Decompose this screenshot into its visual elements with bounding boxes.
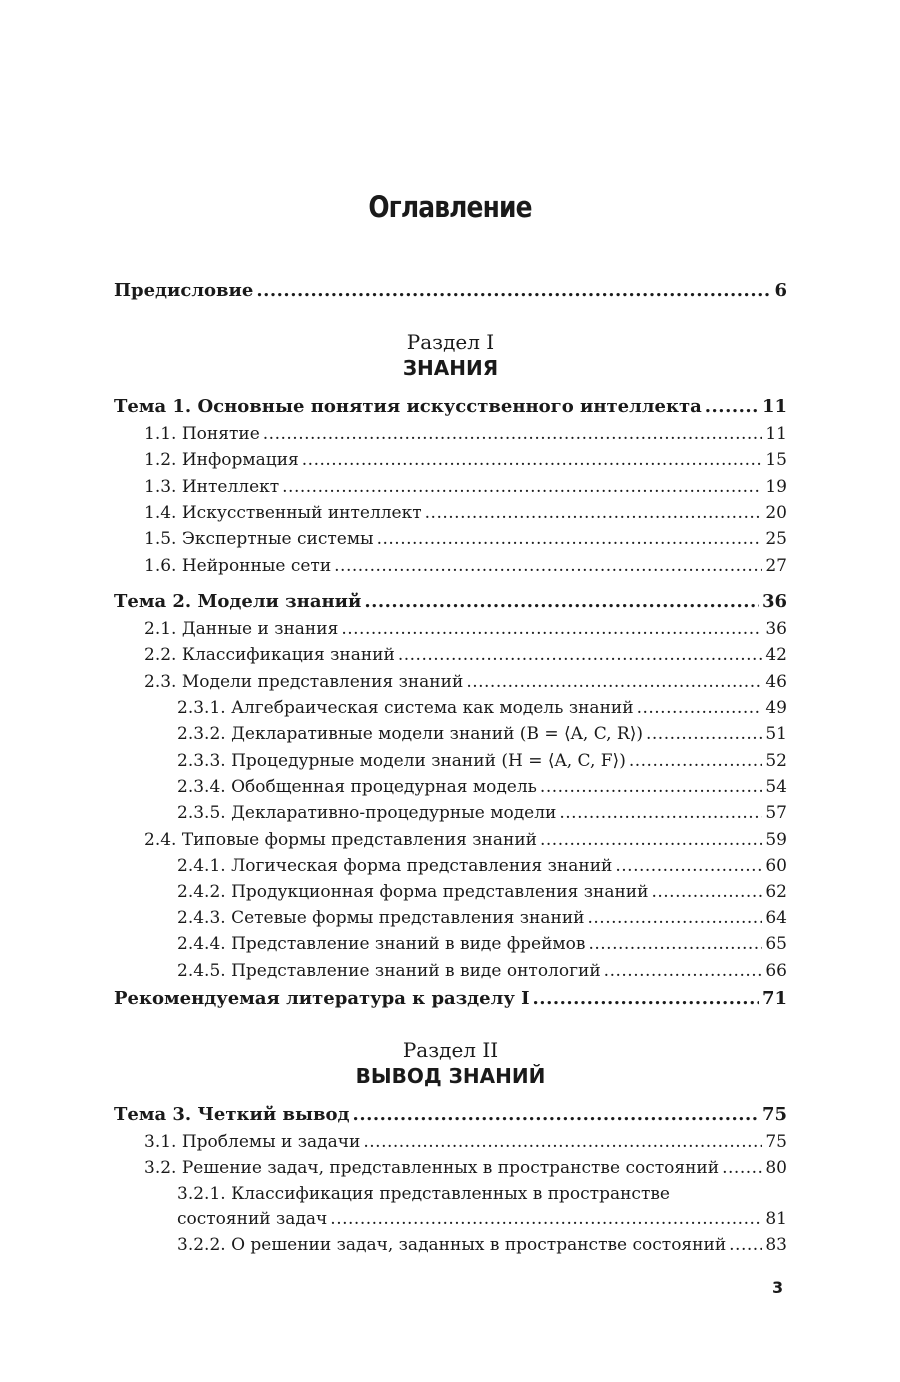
toc-entry-page: 27 <box>765 556 787 576</box>
toc-entry-page: 25 <box>765 529 787 549</box>
toc-entry[interactable] <box>144 528 787 550</box>
toc-entry-page: 81 <box>765 1209 787 1229</box>
toc-entry-page: 57 <box>765 803 787 823</box>
toc-entry[interactable] <box>177 855 787 877</box>
toc-entry-title: Рекомендуемая литература к разделу I <box>114 988 530 1009</box>
toc-entry[interactable] <box>144 671 787 693</box>
toc-entry-title: 2.3.5. Декларативно-процедурные модели <box>177 803 557 823</box>
dot-leader <box>363 1131 762 1153</box>
toc-entry-title: 2.4.5. Представление знаний в виде онтологий <box>177 961 601 981</box>
toc-entry-literature-1[interactable] <box>114 988 787 1010</box>
dot-leader <box>540 776 762 798</box>
dot-leader <box>302 449 763 471</box>
dot-leader <box>341 618 762 640</box>
section-heading-1 <box>114 329 787 381</box>
toc-entry-title: 2.3.1. Алгебраическая система как модель знаний <box>177 698 634 718</box>
toc-entry[interactable] <box>144 618 787 640</box>
toc-entry-title: Тема 1. Основные понятия искусственного интеллекта <box>114 396 702 417</box>
toc-entry-title: 2.3.4. Обобщенная процедурная модель <box>177 777 537 797</box>
toc-entry[interactable] <box>177 802 787 824</box>
toc-entry[interactable] <box>144 502 787 524</box>
dot-leader <box>256 280 771 302</box>
toc-entry-title: 1.3. Интеллект <box>144 477 280 497</box>
toc-entry-topic-3[interactable] <box>114 1104 787 1126</box>
toc-entry[interactable] <box>144 829 787 851</box>
toc-entry[interactable] <box>177 750 787 772</box>
toc-entry-page: 80 <box>765 1158 787 1178</box>
toc-entry-topic-2[interactable] <box>114 591 787 613</box>
toc-entry-page: 6 <box>774 280 787 301</box>
toc-entry-page: 83 <box>765 1235 787 1255</box>
page-title: Оглавление <box>368 190 532 224</box>
toc-entry-title: 2.4.2. Продукционная форма представления знаний <box>177 882 649 902</box>
toc-entry-title: Предисловие <box>114 280 254 301</box>
toc-entry-page: 36 <box>761 591 787 612</box>
toc-entry-title: 3.2.2. О решении задач, заданных в пространстве состояний <box>177 1235 727 1255</box>
toc-entry-title: Тема 3. Четкий вывод <box>114 1104 350 1125</box>
toc-entry[interactable] <box>144 1157 787 1179</box>
dot-leader <box>729 1234 762 1256</box>
toc-entry-title: 2.1. Данные и знания <box>144 619 339 639</box>
toc-entry-page: 11 <box>765 424 787 444</box>
section-label: Раздел II <box>402 1038 499 1062</box>
toc-entry-title: 1.2. Информация <box>144 450 299 470</box>
dot-leader <box>722 1157 762 1179</box>
toc-entry[interactable] <box>177 723 787 745</box>
toc-entry-page: 20 <box>765 503 787 523</box>
dot-leader <box>425 502 763 524</box>
page-number: 3 <box>772 1278 784 1297</box>
dot-leader <box>364 591 759 613</box>
toc-entry-title: 2.2. Классификация знаний <box>144 645 395 665</box>
toc-entry[interactable] <box>177 1234 787 1256</box>
toc-entry-page: 60 <box>765 856 787 876</box>
toc-entry[interactable] <box>144 644 787 666</box>
toc-entry-title: 3.2. Решение задач, представленных в пространстве состояний <box>144 1158 720 1178</box>
toc-entry-page: 36 <box>765 619 787 639</box>
dot-leader <box>353 1104 759 1126</box>
dot-leader <box>334 555 762 577</box>
toc-entry-page: 46 <box>765 672 787 692</box>
toc-entry-page: 65 <box>765 934 787 954</box>
toc-entry[interactable] <box>144 555 787 577</box>
toc-entry[interactable] <box>177 1208 787 1230</box>
toc-entry-title: 2.4. Типовые формы представления знаний <box>144 830 537 850</box>
toc-entry[interactable] <box>177 697 787 719</box>
toc-entry-page: 59 <box>765 830 787 850</box>
dot-leader <box>604 960 763 982</box>
toc-entry-title: 2.3.3. Процедурные модели знаний (H = ⟨A, C, F⟩) <box>177 751 626 771</box>
toc-entry[interactable] <box>144 476 787 498</box>
section-heading-2 <box>114 1037 787 1089</box>
toc-entry-title: 1.5. Экспертные системы <box>144 529 374 549</box>
dot-leader <box>330 1208 762 1230</box>
toc-entry-page: 75 <box>765 1132 787 1152</box>
dot-leader <box>588 933 762 955</box>
toc-entry-page: 66 <box>765 961 787 981</box>
toc-entry-page: 52 <box>765 751 787 771</box>
dot-leader <box>615 855 762 877</box>
toc-entry-page: 54 <box>765 777 787 797</box>
dot-leader <box>559 802 762 824</box>
dot-leader <box>466 671 762 693</box>
toc-entry[interactable] <box>177 960 787 982</box>
section-label: Раздел I <box>406 330 495 354</box>
toc-entry[interactable] <box>144 423 787 445</box>
toc-entry[interactable] <box>177 776 787 798</box>
dot-leader <box>637 697 763 719</box>
toc-entry-page: 62 <box>765 882 787 902</box>
toc-entry-page: 51 <box>765 724 787 744</box>
toc-entry-title: 2.4.1. Логическая форма представления знаний <box>177 856 613 876</box>
dot-leader <box>629 750 763 772</box>
toc-entry-page: 19 <box>765 477 787 497</box>
dot-leader <box>646 723 762 745</box>
toc-entry-title: 2.4.3. Сетевые формы представления знаний <box>177 908 585 928</box>
toc-entry-page: 75 <box>761 1104 787 1125</box>
toc-entry-title: 2.4.4. Представление знаний в виде фреймов <box>177 934 586 954</box>
dot-leader <box>540 829 762 851</box>
toc-entry-title: 3.1. Проблемы и задачи <box>144 1132 361 1152</box>
toc-entry-page: 64 <box>765 908 787 928</box>
toc-entry-page: 15 <box>765 450 787 470</box>
toc-entry[interactable] <box>144 449 787 471</box>
section-name: ЗНАНИЯ <box>402 356 499 380</box>
section-name: ВЫВОД ЗНАНИЙ <box>355 1064 546 1088</box>
dot-leader <box>398 644 763 666</box>
toc-entry-page: 49 <box>765 698 787 718</box>
toc-entry-title: 2.3. Модели представления знаний <box>144 672 464 692</box>
toc-entry-title: 1.1. Понятие <box>144 424 260 444</box>
dot-leader <box>282 476 762 498</box>
toc-entry[interactable] <box>177 907 787 929</box>
dot-leader <box>651 881 762 903</box>
toc-entry-title: 2.3.2. Декларативные модели знаний (B = ⟨A, C, R⟩) <box>177 724 643 744</box>
toc-entry-preface[interactable] <box>114 280 787 302</box>
toc-entry[interactable] <box>177 881 787 903</box>
toc-entry-page: 42 <box>765 645 787 665</box>
toc-entry-topic-1[interactable] <box>114 396 787 418</box>
toc-entry-title: 1.4. Искусственный интеллект <box>144 503 422 523</box>
toc-entry[interactable] <box>177 933 787 955</box>
toc-entry-title-line-1: 3.2.1. Классификация представленных в пространстве <box>177 1184 670 1204</box>
dot-leader <box>588 907 763 929</box>
toc-entry-title: состояний задач <box>177 1209 328 1229</box>
toc-entry-page: 11 <box>761 396 787 417</box>
dot-leader <box>533 988 759 1010</box>
toc-entry-title: Тема 2. Модели знаний <box>114 591 362 612</box>
dot-leader <box>377 528 763 550</box>
toc-entry[interactable] <box>144 1131 787 1153</box>
toc-entry-title: 1.6. Нейронные сети <box>144 556 332 576</box>
dot-leader <box>705 396 759 418</box>
toc-entry-page: 71 <box>761 988 787 1009</box>
dot-leader <box>263 423 763 445</box>
